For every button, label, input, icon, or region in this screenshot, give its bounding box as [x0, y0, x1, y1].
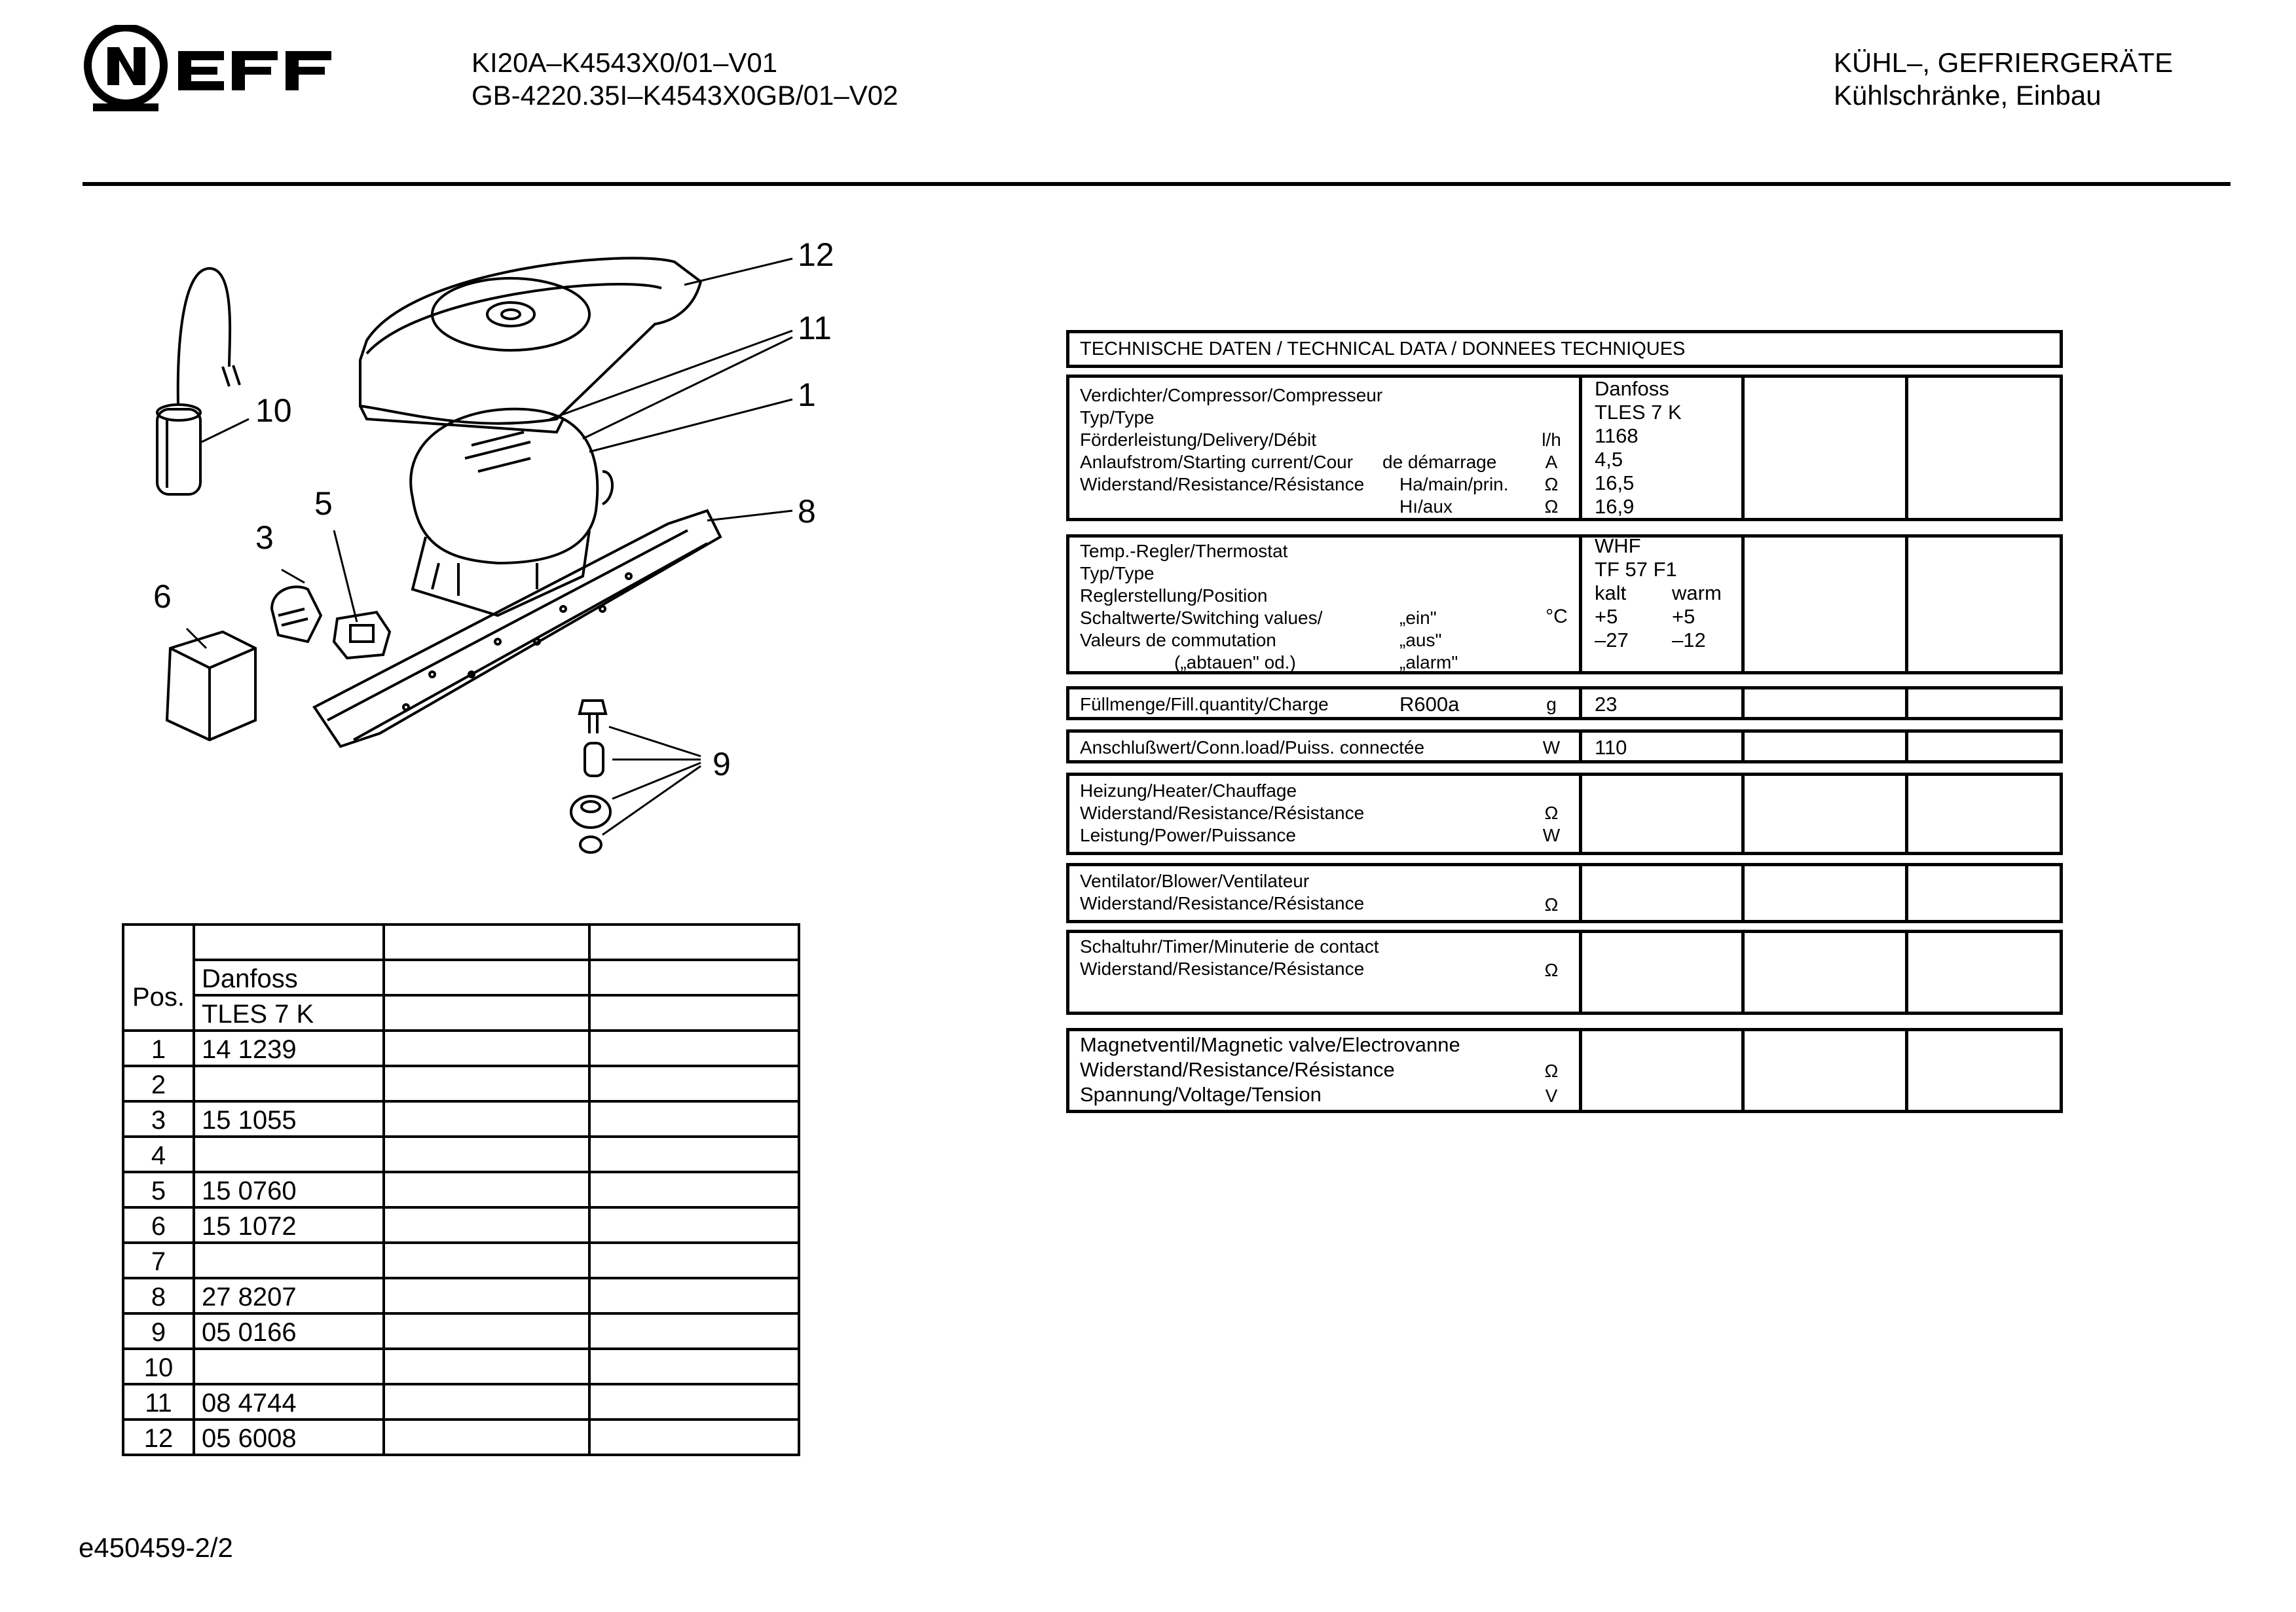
- compressor-type-label: Typ/Type: [1080, 407, 1155, 428]
- table-row: [123, 1137, 799, 1172]
- neff-logo: [80, 25, 355, 117]
- part-number-cell: 05 6008: [194, 1420, 384, 1455]
- table-row: [123, 1313, 799, 1349]
- resistance-aux-value: 16,9: [1595, 495, 1635, 518]
- part-number-cell: [194, 1243, 384, 1278]
- part-number-cell: 08 4744: [194, 1384, 384, 1420]
- blower-resistance-label: Widerstand/Resistance/Résistance: [1080, 893, 1365, 913]
- pos-cell: 3: [123, 1101, 194, 1137]
- unit-w: W: [1542, 825, 1561, 845]
- pos-cell: 8: [123, 1278, 194, 1313]
- pos-cell: 12: [123, 1420, 194, 1455]
- unit-ohm: Ω: [1544, 474, 1559, 494]
- compressor-make: Danfoss: [1595, 377, 1669, 400]
- pos-header: Pos.: [123, 925, 194, 1031]
- resistance-aux-label: Hı/aux: [1399, 496, 1453, 517]
- position-warm: warm: [1672, 581, 1722, 604]
- thermostat-type-label: Typ/Type: [1080, 563, 1155, 583]
- pos-cell: 10: [123, 1349, 194, 1384]
- callout-6: 6: [153, 578, 172, 615]
- unit-lh: l/h: [1542, 430, 1561, 450]
- part-number-cell: 05 0166: [194, 1313, 384, 1349]
- fill-quantity-label: Füllmenge/Fill.quantity/Charge: [1080, 694, 1329, 714]
- callout-5: 5: [314, 485, 333, 522]
- thermostat-type: TF 57 F1: [1595, 558, 1677, 581]
- part-number-cell: 14 1239: [194, 1031, 384, 1066]
- pos-cell: 4: [123, 1137, 194, 1172]
- on-cold-value: +5: [1595, 605, 1618, 628]
- magnetic-valve-box: [1066, 1028, 2063, 1113]
- unit-ohm: Ω: [1544, 1061, 1559, 1081]
- refrigerant: R600a: [1399, 693, 1460, 716]
- on-warm-value: +5: [1672, 605, 1695, 628]
- timer-resistance-label: Widerstand/Resistance/Résistance: [1080, 959, 1365, 979]
- callout-12: 11: [798, 310, 832, 346]
- off-cold-value: –27: [1595, 629, 1629, 651]
- callout-1: 1: [798, 376, 816, 413]
- neff-logo-mark: [80, 25, 355, 117]
- table-row: [123, 1207, 799, 1243]
- table-row: [123, 1420, 799, 1455]
- thermostat-label: Temp.-Regler/Thermostat: [1080, 541, 1288, 561]
- part-number-cell: 15 0760: [194, 1172, 384, 1207]
- fill-quantity-value: 23: [1595, 693, 1618, 716]
- state-alarm: „alarm": [1399, 652, 1458, 672]
- commutation-label: Valeurs de commutation: [1080, 630, 1276, 650]
- pos-cell: 2: [123, 1066, 194, 1101]
- unit-a: A: [1545, 452, 1558, 472]
- unit-celsius: °C: [1546, 606, 1568, 627]
- position-label: Reglerstellung/Position: [1080, 585, 1268, 606]
- table-row: [123, 1172, 799, 1207]
- table-row: [123, 960, 799, 995]
- pos-cell: 11: [123, 1384, 194, 1420]
- valve-label: Magnetventil/Magnetic valve/Electrovanne: [1080, 1033, 1460, 1056]
- category-line-2: Kühlschränke, Einbau: [1834, 80, 2102, 111]
- category-line-1: KÜHL–, GEFRIERGERÄTE: [1834, 47, 2174, 78]
- table-row: [123, 1384, 799, 1420]
- relay-drawing: [272, 587, 321, 642]
- table-row: [123, 1243, 799, 1278]
- compressor-drawing: [411, 409, 612, 615]
- valve-voltage-label: Spannung/Voltage/Tension: [1080, 1083, 1322, 1106]
- resistance-label: Widerstand/Resistance/Résistance: [1080, 474, 1365, 494]
- fasteners-drawing: [571, 701, 610, 852]
- unit-ohm: Ω: [1544, 496, 1559, 517]
- table-row: [123, 1349, 799, 1384]
- resistance-main-value: 16,5: [1595, 471, 1635, 494]
- off-warm-value: –12: [1672, 629, 1706, 651]
- callout-3: 3: [255, 519, 274, 556]
- defrost-label: („abtauen" od.): [1174, 652, 1296, 672]
- thermostat-make: WHF: [1595, 534, 1641, 557]
- timer-label: Schaltuhr/Timer/Minuterie de contact: [1080, 936, 1379, 957]
- unit-g: g: [1546, 694, 1557, 714]
- model-line-2: GB-4220.35I–K4543X0GB/01–V02: [472, 80, 898, 111]
- table-row: [123, 1066, 799, 1101]
- delivery-value: 1168: [1595, 424, 1639, 447]
- header-divider: [83, 182, 2231, 186]
- type-cell: TLES 7 K: [194, 995, 384, 1031]
- state-off: „aus": [1399, 630, 1442, 650]
- unit-v: V: [1545, 1086, 1558, 1106]
- overload-protector-drawing: [334, 612, 390, 658]
- table-row: [123, 925, 799, 960]
- technical-data-title: TECHNISCHE DATEN / TECHNICAL DATA / DONNEES TECHNIQUES: [1066, 330, 2063, 368]
- part-number-cell: [194, 1137, 384, 1172]
- heater-resistance-label: Widerstand/Resistance/Résistance: [1080, 803, 1365, 823]
- pos-cell: 1: [123, 1031, 194, 1066]
- pos-cell: 6: [123, 1207, 194, 1243]
- unit-ohm: Ω: [1544, 960, 1559, 980]
- callout-8: 8: [798, 493, 816, 530]
- connected-load-box: [1066, 729, 2063, 763]
- unit-ohm: Ω: [1544, 894, 1559, 915]
- terminal-cover-drawing: [167, 632, 255, 740]
- heater-label: Heizung/Heater/Chauffage: [1080, 780, 1297, 801]
- pos-cell: 7: [123, 1243, 194, 1278]
- connected-load-label: Anschlußwert/Conn.load/Puiss. connectée: [1080, 737, 1425, 758]
- callout-9: 9: [713, 746, 731, 782]
- parts-list-table: [122, 923, 800, 1456]
- switching-values-label: Schaltwerte/Switching values/: [1080, 608, 1323, 628]
- table-row: [123, 1101, 799, 1137]
- part-number-cell: [194, 1349, 384, 1384]
- unit-ohm: Ω: [1544, 803, 1559, 823]
- pos-cell: 9: [123, 1313, 194, 1349]
- part-number-cell: 15 1055: [194, 1101, 384, 1137]
- resistance-main-label: Ha/main/prin.: [1399, 474, 1509, 494]
- table-row: [123, 995, 799, 1031]
- blower-label: Ventilator/Blower/Ventilateur: [1080, 871, 1310, 891]
- model-line-1: KI20A–K4543X0/01–V01: [472, 47, 778, 78]
- blower-box: [1066, 863, 2063, 923]
- table-row: [123, 1031, 799, 1066]
- mounting-rail-drawing: [314, 511, 720, 746]
- state-on: „ein": [1399, 608, 1437, 628]
- heater-power-label: Leistung/Power/Puissance: [1080, 825, 1296, 845]
- timer-box: [1066, 930, 2063, 1015]
- compressor-label: Verdichter/Compressor/Compresseur: [1080, 385, 1383, 405]
- position-cold: kalt: [1595, 581, 1627, 604]
- document-code: e450459-2/2: [79, 1532, 233, 1563]
- part-number-cell: [194, 1066, 384, 1101]
- callout-11: 12: [798, 236, 834, 273]
- fill-quantity-box: [1066, 686, 2063, 720]
- part-number-cell: 27 8207: [194, 1278, 384, 1313]
- compressor-type: TLES 7 K: [1595, 401, 1682, 424]
- manufacturer-cell: Danfoss: [194, 960, 384, 995]
- valve-resistance-label: Widerstand/Resistance/Résistance: [1080, 1058, 1395, 1081]
- table-row: [123, 1278, 799, 1313]
- heater-box: [1066, 773, 2063, 855]
- part-number-cell: 15 1072: [194, 1207, 384, 1243]
- compressor-box: [1066, 375, 2063, 521]
- starting-current-label-fr: de démarrage: [1382, 452, 1497, 472]
- thermostat-box: [1066, 534, 2063, 674]
- unit-w: W: [1542, 737, 1561, 758]
- capacitor-drawing: [157, 268, 240, 494]
- delivery-label: Förderleistung/Delivery/Débit: [1080, 430, 1317, 450]
- starting-current-label: Anlaufstrom/Starting current/Cour: [1080, 452, 1354, 472]
- callout-10: 10: [255, 392, 292, 429]
- pos-cell: 5: [123, 1172, 194, 1207]
- connected-load-value: 110: [1595, 736, 1627, 759]
- starting-current-value: 4,5: [1595, 448, 1623, 471]
